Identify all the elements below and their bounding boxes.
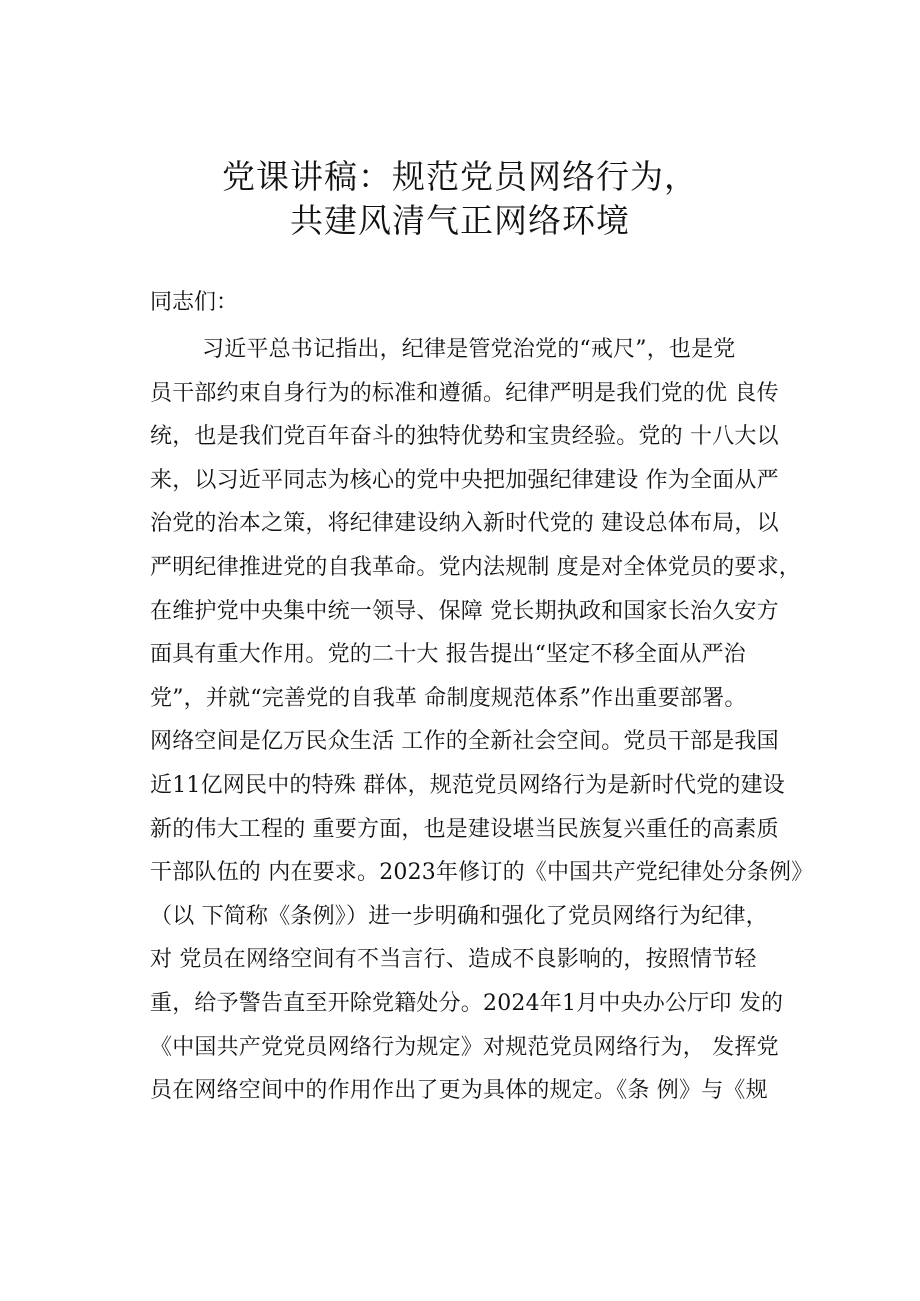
body-line: 《中国共产党党员网络行为规定》对规范党员网络行为， 发挥党 bbox=[150, 1034, 779, 1060]
body-line: 员在网络空间中的作用作出了更为具体的规定。《条 例》与《规 bbox=[150, 1078, 768, 1104]
title-line-1: 党课讲稿：规范党员网络行为， bbox=[222, 157, 698, 196]
body-text bbox=[150, 335, 830, 1120]
body-line: 在维护党中央集中统一领导、保障 党长期执政和国家长治久安方 bbox=[150, 598, 779, 624]
body-line: 来，以习近平同志为核心的党中央把加强纪律建设 作为全面从严 bbox=[150, 467, 779, 493]
body-line: 习近平总书记指出，纪律是管党治党的“戒尺”，也是党 bbox=[202, 337, 736, 362]
title-line-2: 共建风清气正网络环境 bbox=[290, 201, 630, 240]
body-line: 重，给予警告直至开除党籍处分。2024年1月中央办公厅印 发的 bbox=[150, 990, 784, 1016]
body-line: 近11亿网民中的特殊 群体，规范党员网络行为是新时代党的建设 bbox=[150, 772, 785, 798]
body-line: 统，也是我们党百年奋斗的独特优势和宝贵经验。党的 十八大以 bbox=[150, 424, 779, 450]
body-line: 面具有重大作用。党的二十大 报告提出“坚定不移全面从严治 bbox=[150, 642, 746, 668]
body-line: 网络空间是亿万民众生活 工作的全新社会空间。党员干部是我国 bbox=[150, 729, 779, 755]
salutation: 同志们： bbox=[150, 290, 239, 315]
body-line: 治党的治本之策，将纪律建设纳入新时代党的 建设总体布局，以 bbox=[150, 511, 779, 537]
body-line: 党”，并就“完善党的自我革 命制度规范体系”作出重要部署。 bbox=[150, 685, 747, 711]
body-line: （以 下简称《条例》）进一步明确和强化了党员网络行为纪律， bbox=[150, 903, 768, 929]
body-line: 员干部约束自身行为的标准和遵循。纪律严明是我们党的优 良传 bbox=[150, 380, 779, 406]
body-line: 对 党员在网络空间有不当言行、造成不良影响的，按照情节轻 bbox=[150, 947, 757, 973]
document-title bbox=[0, 155, 920, 243]
body-line: 干部队伍的 内在要求。2023年修订的《中国共产党纪律处分条例》 bbox=[150, 860, 814, 886]
body-line: 新的伟大工程的 重要方面，也是建设堪当民族复兴重任的高素质 bbox=[150, 816, 779, 842]
body-line: 严明纪律推进党的自我革命。党内法规制 度是对全体党员的要求， bbox=[150, 554, 801, 580]
